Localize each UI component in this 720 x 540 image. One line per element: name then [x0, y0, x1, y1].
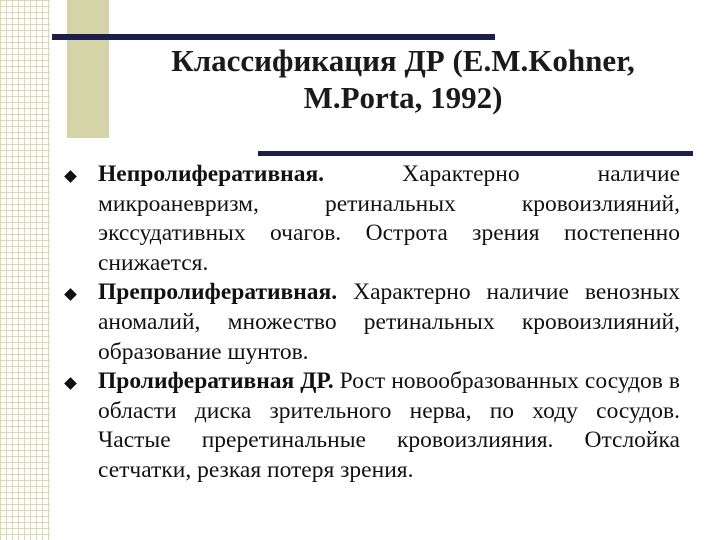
list-item — [66, 160, 680, 278]
title-line-1: Классификация ДР (E.M.Kohner, — [171, 43, 635, 78]
item-term: Пролиферативная ДР. — [98, 368, 334, 395]
item-term: Непролиферативная. — [98, 161, 325, 187]
top-accent-bar — [52, 34, 495, 40]
item-term: Препролиферативная. — [98, 279, 338, 306]
slide-title — [118, 42, 688, 116]
item-text: Характерно наличие венозных аномалий, множество ретинальных кровоизлияний, образование шунтов. — [98, 279, 680, 365]
diamond-bullet-icon — [64, 289, 77, 302]
diamond-bullet-icon — [64, 377, 77, 390]
olive-accent-block — [67, 0, 109, 138]
diamond-bullet-icon — [64, 170, 77, 183]
item-text: Рост новообразованных сосудов в области диска зрительного нерва, по ходу сосудов. Частые преретинальные кровоизлияния. Отслойка сетчатки, резкая потеря зрения. — [98, 368, 680, 483]
title-line-2: M.Porta, 1992) — [303, 80, 503, 115]
item-text: Характерно наличие микроаневризм, ретинальных кровоизлияний, экссудативных очагов. Острота зрения постепенно снижается. — [98, 161, 680, 276]
list-item — [66, 367, 680, 485]
middle-accent-bar — [258, 151, 693, 156]
list-item — [66, 278, 680, 367]
bullet-list — [66, 160, 680, 486]
grid-pattern-decoration — [0, 0, 50, 540]
